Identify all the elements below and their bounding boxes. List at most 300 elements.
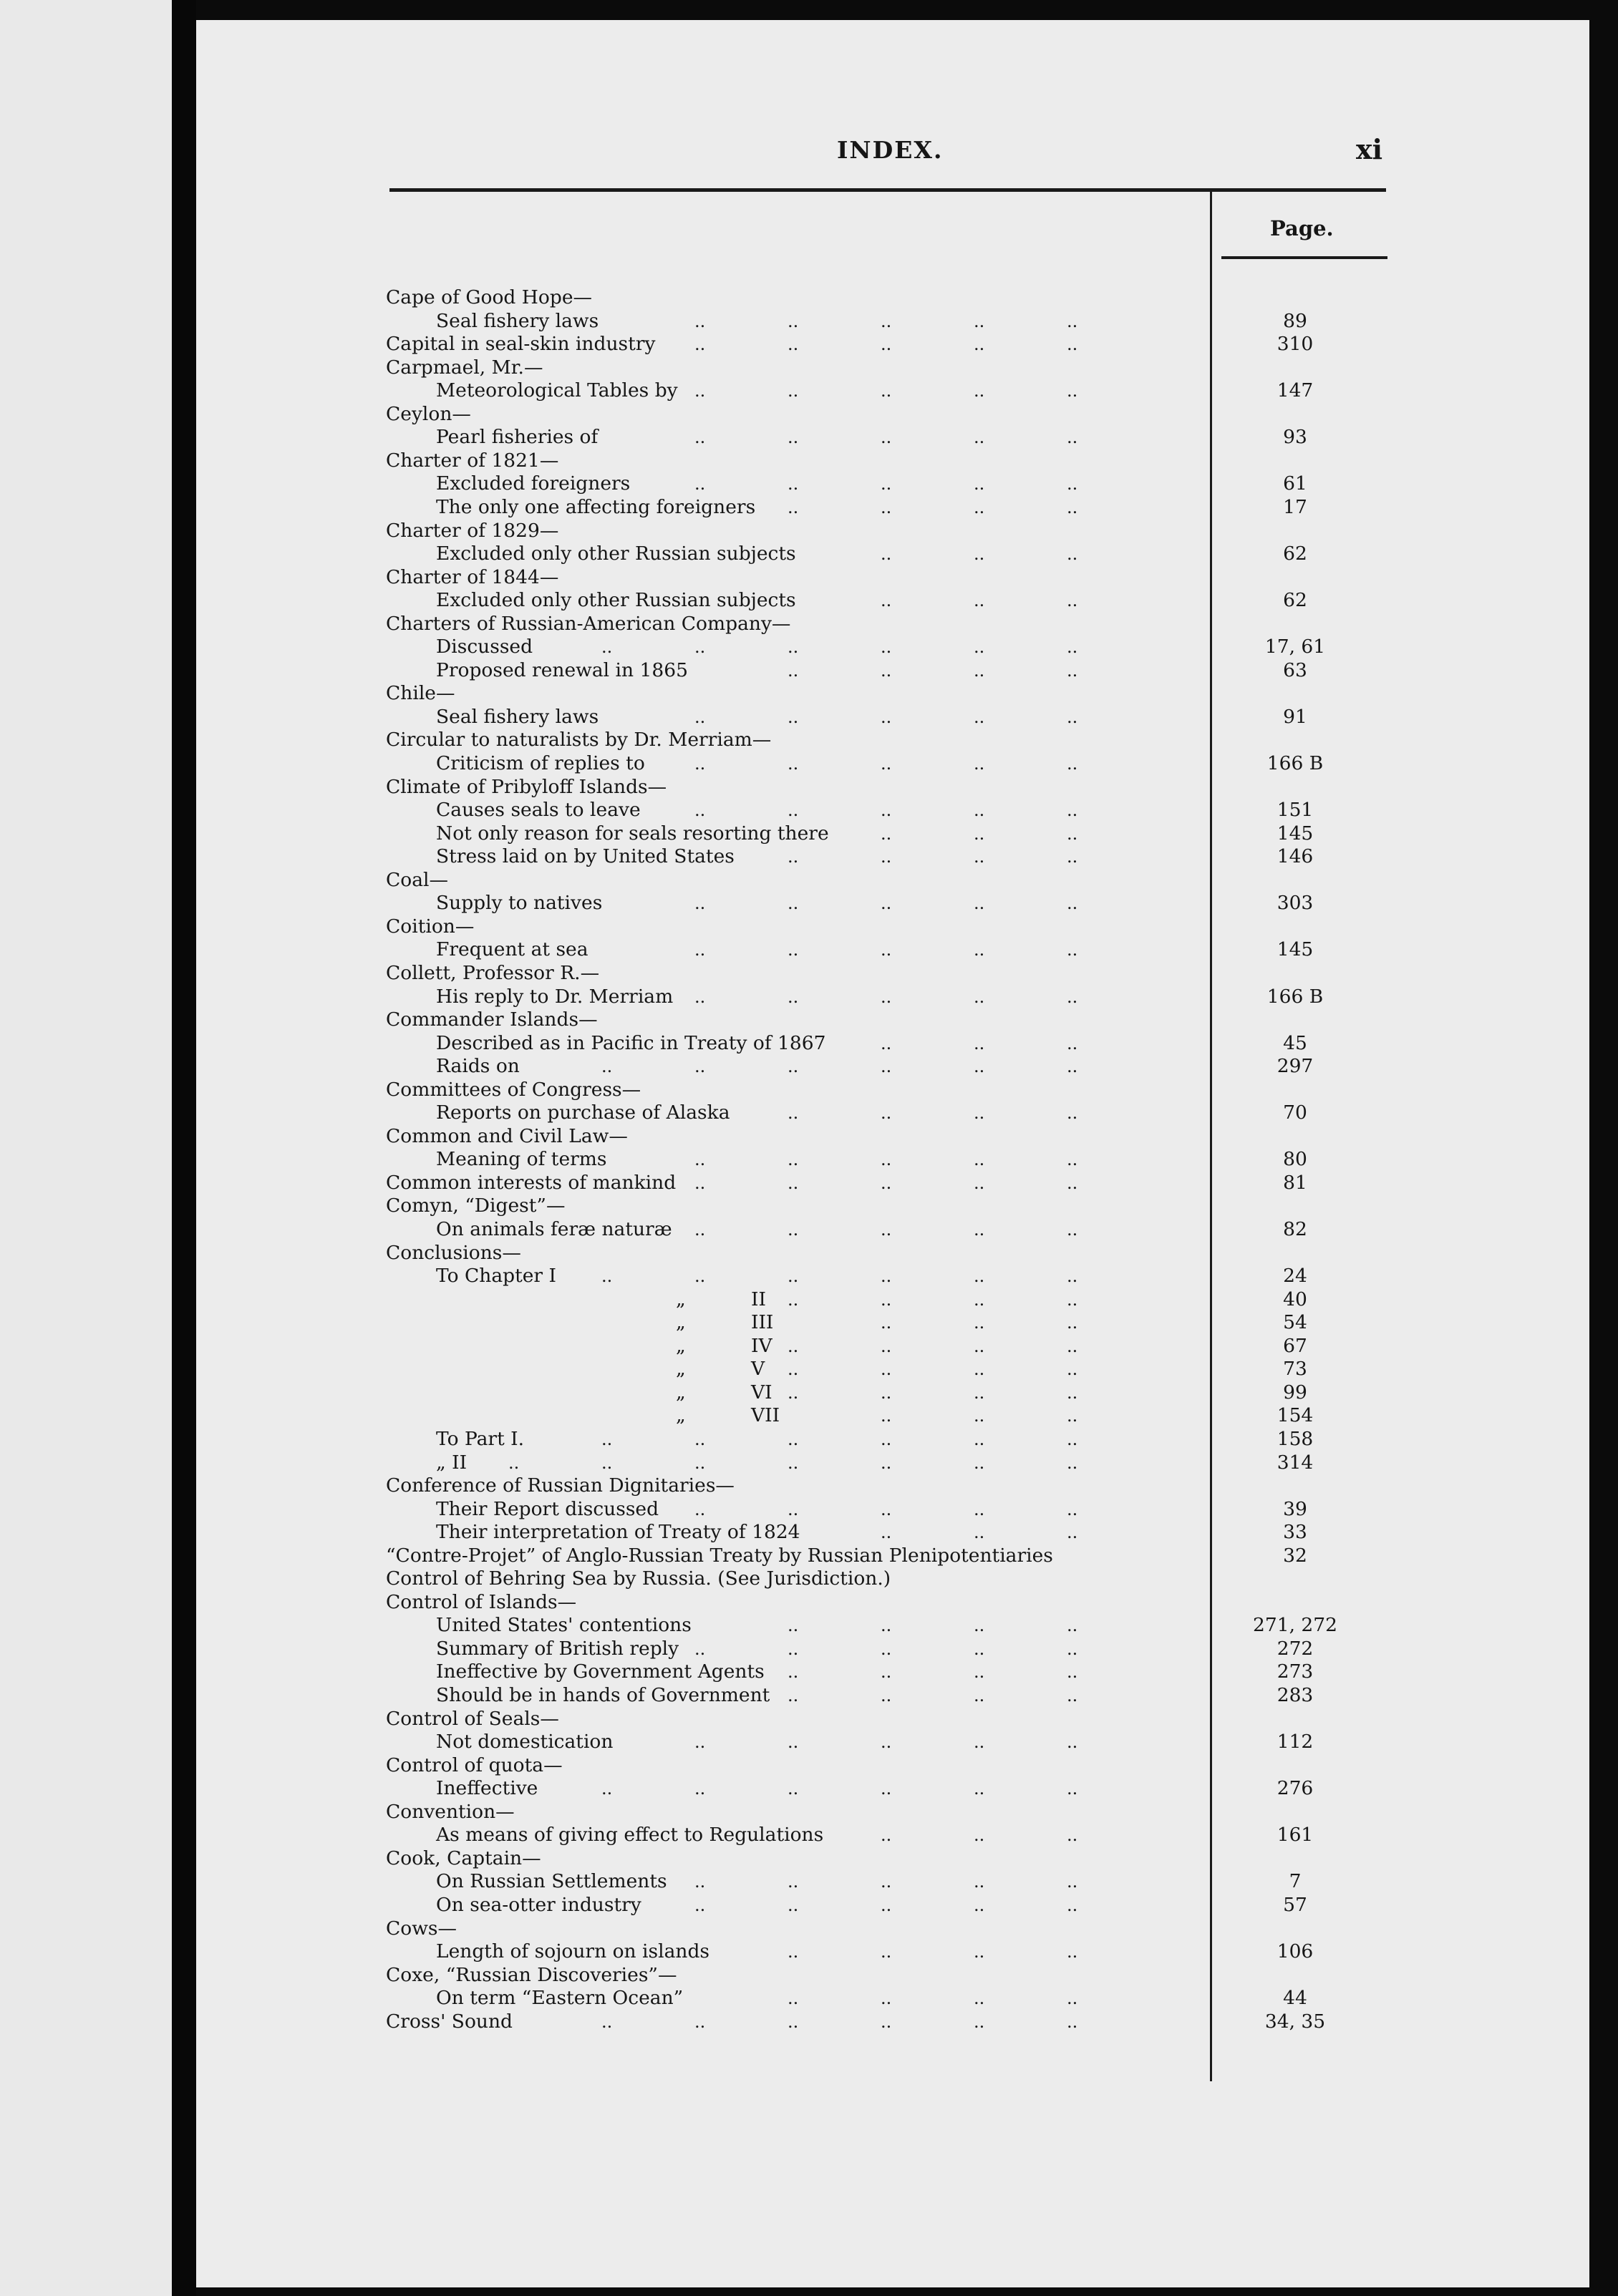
page-reference: 57 [1283,1893,1307,1916]
dot-leader: .. [1067,1033,1078,1054]
ditto-mark: „ [676,1358,686,1381]
index-subentry [196,706,1413,729]
entry-text: Conclusions— [386,1241,521,1264]
dot-leader: .. [974,754,985,774]
entry-text: Coxe, “Russian Discoveries”— [386,1963,677,1986]
page-reference: 93 [1283,426,1307,449]
dot-leader: .. [881,427,892,448]
entry-text: Their Report discussed [436,1497,659,1520]
entry-text: Coition— [386,915,475,938]
page-reference: 303 [1277,892,1314,915]
page-reference: 32 [1283,1544,1307,1567]
index-heading-entry [196,1008,1413,1031]
dot-leader: .. [974,1825,985,1846]
dot-leader: .. [1067,1103,1078,1124]
entry-text: Length of sojourn on islands [436,1940,710,1963]
dot-leader: .. [974,706,985,727]
index-heading-entry [196,566,1413,589]
entry-text: Carpmael, Mr.— [386,356,543,379]
dot-leader: .. [881,381,892,402]
dot-leader: .. [881,334,892,355]
page-reference: 54 [1283,1311,1307,1334]
page-column-heading: Page. [1270,216,1334,240]
entry-text: Their interpretation of Treaty of 1824 [436,1521,800,1544]
dot-leader: .. [1067,1779,1078,1799]
dot-leader: .. [881,1988,892,2009]
index-heading-entry [196,682,1413,705]
dot-leader: .. [881,1266,892,1287]
dot-leader: .. [788,1452,799,1473]
index-subentry [196,1358,1413,1381]
entry-text: Convention— [386,1800,515,1823]
entry-text: Comyn, “Digest”— [386,1195,566,1217]
entry-text: Control of Seals— [386,1707,559,1730]
dot-leader: .. [881,1149,892,1170]
dot-leader: .. [974,1452,985,1473]
dot-leader: .. [788,381,799,402]
dot-leader: .. [788,1988,799,2009]
dot-leader: .. [1067,474,1078,495]
page-reference: 91 [1283,705,1307,728]
dot-leader: .. [694,1499,706,1519]
page-reference: 145 [1277,938,1314,961]
entry-text: VI [751,1381,772,1404]
entry-text: His reply to Dr. Merriam [436,985,674,1008]
dot-leader: .. [1067,1056,1078,1077]
index-subentry [196,1428,1413,1451]
dot-leader: .. [694,381,706,402]
dot-leader: .. [881,1103,892,1124]
index-subentry [196,1335,1413,1358]
entry-text: Ineffective by Government Agents [436,1660,765,1683]
dot-leader: .. [881,1615,892,1636]
index-subentry [196,1731,1413,1753]
entry-text: “Contre-Projet” of Anglo-Russian Treaty by Russian Plenipotentiaries [386,1544,1053,1567]
dot-leader: .. [1067,1406,1078,1426]
dot-leader: .. [974,1615,985,1636]
index-heading-entry [196,1195,1413,1217]
dot-leader: .. [881,1779,892,1799]
index-heading-entry [196,1917,1413,1940]
page-reference: 82 [1283,1218,1307,1240]
index-subentry [196,1870,1413,1893]
entry-text: Capital in seal-skin industry [386,333,656,356]
entry-text: Control of Islands— [386,1590,577,1613]
dot-leader: .. [694,1429,706,1449]
entry-text: Seal fishery laws [436,705,599,728]
index-heading-entry [196,333,1413,356]
dot-leader: .. [601,1429,613,1449]
entry-text: Control of Behring Sea by Russia. (See Jurisdiction.) [386,1567,891,1590]
dot-leader: .. [974,1942,985,1962]
page-reference: 99 [1283,1381,1307,1404]
dot-leader: .. [788,1685,799,1706]
entry-text: Meteorological Tables by [436,379,678,402]
entry-text: Raids on [436,1055,520,1078]
dot-leader: .. [881,1406,892,1426]
entry-text: II [751,1288,766,1310]
page-number: xi [1356,133,1383,165]
entry-text: Should be in hands of Government [436,1684,770,1706]
dot-leader: .. [1067,754,1078,774]
page-reference: 81 [1283,1171,1307,1194]
dot-leader: .. [694,1056,706,1077]
page-reference: 17, 61 [1264,636,1326,658]
entry-text: Excluded foreigners [436,472,631,495]
dot-leader: .. [881,940,892,960]
index-subentry [196,1894,1413,1917]
dot-leader: .. [694,986,706,1007]
page-reference: 73 [1283,1358,1307,1381]
dot-leader: .. [508,1452,520,1473]
dot-leader: .. [881,1336,892,1356]
index-subentry [196,752,1413,775]
index-subentry [196,543,1413,565]
dot-leader: .. [1067,334,1078,355]
dot-leader: .. [974,474,985,495]
dot-leader: .. [881,1638,892,1659]
dot-leader: .. [881,544,892,565]
dot-leader: .. [1067,1429,1078,1449]
dot-leader: .. [974,1499,985,1519]
page-reference: 151 [1277,799,1314,822]
entry-text: Cape of Good Hope— [386,286,593,308]
dot-leader: .. [788,1103,799,1124]
dot-leader: .. [694,1452,706,1473]
entry-text: III [751,1311,774,1334]
entry-text: Discussed [436,636,533,658]
page-reference: 146 [1277,845,1314,868]
entry-text: As means of giving effect to Regulations [436,1824,824,1847]
index-subentry [196,892,1413,915]
ditto-mark: „ [676,1311,686,1334]
entry-text: Circular to naturalists by Dr. Merriam— [386,729,772,751]
entry-text: Excluded only other Russian subjects [436,543,796,565]
entry-text: Summary of British reply [436,1637,679,1660]
index-subentry [196,845,1413,868]
entry-text: Criticism of replies to [436,752,645,774]
dot-leader: .. [881,1499,892,1519]
dot-leader: .. [881,1685,892,1706]
dot-leader: .. [974,1662,985,1683]
dot-leader: .. [1067,1266,1078,1287]
dot-leader: .. [974,1220,985,1240]
index-subentry [196,310,1413,333]
dot-leader: .. [788,1942,799,1962]
entry-text: Common and Civil Law— [386,1124,628,1147]
dot-leader: .. [881,1359,892,1380]
dot-leader: .. [788,1289,799,1310]
dot-leader: .. [694,311,706,331]
dot-leader: .. [1067,637,1078,658]
dot-leader: .. [788,660,799,681]
index-heading-entry [196,1474,1413,1497]
index-subentry [196,1032,1413,1055]
dot-leader: .. [881,1289,892,1310]
dot-leader: .. [694,1172,706,1193]
dot-leader: .. [694,474,706,495]
entry-text: „ II [436,1451,468,1474]
dot-leader: .. [974,1033,985,1054]
entry-text: To Chapter I [436,1265,556,1288]
page-reference: 63 [1283,658,1307,681]
entry-text: Pearl fisheries of [436,426,599,449]
dot-leader: .. [1067,1359,1078,1380]
page-reference: 7 [1289,1870,1302,1893]
dot-leader: .. [788,754,799,774]
dot-leader: .. [694,1220,706,1240]
page-reference: 33 [1283,1521,1307,1544]
index-heading-entry [196,869,1413,892]
dot-leader: .. [1067,427,1078,448]
dot-leader: .. [694,1872,706,1892]
dot-leader: .. [601,1452,613,1473]
index-subentry [196,472,1413,495]
dot-leader: .. [1067,544,1078,565]
index-subentry [196,1824,1413,1847]
index-subentry [196,799,1413,822]
entry-text: Not domestication [436,1731,614,1753]
dot-leader: .. [1067,1499,1078,1519]
entry-text: Commander Islands— [386,1008,598,1031]
dot-leader: .. [788,474,799,495]
dot-leader: .. [881,660,892,681]
dot-leader: .. [788,1638,799,1659]
index-subentry [196,1940,1413,1963]
entry-text: Seal fishery laws [436,309,599,332]
dot-leader: .. [881,754,892,774]
dot-leader: .. [788,1662,799,1683]
page-reference: 283 [1277,1684,1314,1706]
dot-leader: .. [694,1266,706,1287]
dot-leader: .. [1067,823,1078,844]
dot-leader: .. [788,2011,799,2032]
dot-leader: .. [788,1615,799,1636]
index-subentry [196,938,1413,961]
dot-leader: .. [974,823,985,844]
dot-leader: .. [974,660,985,681]
entry-text: Not only reason for seals resorting there [436,822,829,845]
entry-text: Cook, Captain— [386,1847,541,1869]
dot-leader: .. [881,986,892,1007]
entry-text: Climate of Pribyloff Islands— [386,775,667,798]
ditto-mark: „ [676,1404,686,1427]
dot-leader: .. [881,497,892,517]
dot-leader: .. [1067,986,1078,1007]
dot-leader: .. [1067,1894,1078,1915]
dot-leader: .. [974,893,985,914]
header-rule [389,188,1386,192]
dot-leader: .. [694,800,706,821]
dot-leader: .. [1067,1825,1078,1846]
dot-leader: .. [1067,1942,1078,1962]
page-reference: 39 [1283,1497,1307,1520]
dot-leader: .. [974,1056,985,1077]
page-reference: 158 [1277,1427,1314,1450]
entry-text: Coal— [386,868,449,891]
entry-text: VII [751,1404,780,1427]
index-subentry [196,496,1413,519]
dot-leader: .. [1067,1732,1078,1753]
page-reference: 145 [1277,822,1314,845]
dot-leader: .. [881,893,892,914]
dot-leader: .. [694,1894,706,1915]
entry-text: Chile— [386,682,455,705]
dot-leader: .. [881,1313,892,1333]
index-subentry [196,1451,1413,1474]
page-reference: 89 [1283,309,1307,332]
dot-leader: .. [1067,1149,1078,1170]
page-reference: 161 [1277,1824,1314,1847]
index-subentry [196,986,1413,1008]
dot-leader: .. [881,1220,892,1240]
index-heading-entry [196,1708,1413,1731]
dot-leader: .. [974,1779,985,1799]
entry-text: Conference of Russian Dignitaries— [386,1474,735,1497]
entry-text: Frequent at sea [436,938,588,961]
index-heading-entry [196,962,1413,985]
index-subentry [196,636,1413,658]
dot-leader: .. [788,1429,799,1449]
entry-text: Excluded only other Russian subjects [436,589,796,612]
page-reference: 62 [1283,589,1307,612]
dot-leader: .. [974,940,985,960]
index-heading-entry [196,449,1413,472]
dot-leader: .. [601,1266,613,1287]
dot-leader: .. [881,2011,892,2032]
entry-text: To Part I. [436,1427,525,1450]
dot-leader: .. [1067,800,1078,821]
page-reference: 314 [1277,1451,1314,1474]
dot-leader: .. [788,1266,799,1287]
dot-leader: .. [974,1289,985,1310]
page-reference: 112 [1277,1731,1314,1753]
dot-leader: .. [694,754,706,774]
page-reference: 271, 272 [1252,1614,1337,1637]
dot-leader: .. [974,1638,985,1659]
dot-leader: .. [974,2011,985,2032]
page-reference: 61 [1283,472,1307,495]
index-subentry [196,1614,1413,1637]
dot-leader: .. [694,334,706,355]
dot-leader: .. [881,1033,892,1054]
page-reference: 154 [1277,1404,1314,1427]
index-heading-entry [196,1567,1413,1590]
index-subentry [196,1055,1413,1078]
dot-leader: .. [1067,847,1078,867]
entry-text: Charter of 1829— [386,519,559,542]
page-reference: 106 [1277,1940,1314,1963]
dot-leader: .. [788,986,799,1007]
index-heading-entry [196,613,1413,636]
dot-leader: .. [974,311,985,331]
dot-leader: .. [881,637,892,658]
index-heading-entry [196,729,1413,751]
dot-leader: .. [788,1359,799,1380]
dot-leader: .. [974,847,985,867]
dot-leader: .. [881,1942,892,1962]
dot-leader: .. [1067,2011,1078,2032]
dot-leader: .. [1067,1313,1078,1333]
ditto-mark: „ [676,1288,686,1310]
dot-leader: .. [881,800,892,821]
dot-leader: .. [974,590,985,611]
dot-leader: .. [694,1779,706,1799]
page-column-rule [1221,256,1387,259]
dot-leader: .. [788,1220,799,1240]
dot-leader: .. [788,1149,799,1170]
facing-page-edge [0,0,172,2296]
entry-text: Charter of 1821— [386,449,559,472]
dot-leader: .. [881,1452,892,1473]
index-subentry [196,1148,1413,1171]
dot-leader: .. [788,1732,799,1753]
dot-leader: .. [1067,1522,1078,1543]
dot-leader: .. [694,893,706,914]
dot-leader: .. [881,1429,892,1449]
dot-leader: .. [694,1638,706,1659]
dot-leader: .. [694,637,706,658]
dot-leader: .. [694,940,706,960]
dot-leader: .. [694,1149,706,1170]
dot-leader: .. [788,847,799,867]
entry-text: Cows— [386,1917,457,1940]
dot-leader: .. [788,637,799,658]
dot-leader: .. [1067,1382,1078,1403]
dot-leader: .. [788,1336,799,1356]
dot-leader: .. [788,1382,799,1403]
dot-leader: .. [1067,1452,1078,1473]
dot-leader: .. [1067,660,1078,681]
index-heading-entry [196,1172,1413,1195]
entry-text: Supply to natives [436,892,603,915]
dot-leader: .. [881,706,892,727]
index-heading-entry [196,1545,1413,1567]
index-subentry [196,1288,1413,1311]
dot-leader: .. [974,1103,985,1124]
dot-leader: .. [1067,706,1078,727]
dot-leader: .. [974,544,985,565]
page-title: INDEX. [837,136,944,164]
dot-leader: .. [974,1149,985,1170]
dot-leader: .. [881,1172,892,1193]
page-reference: 62 [1283,543,1307,565]
index-heading-entry [196,1125,1413,1148]
page-reference: 80 [1283,1148,1307,1171]
dot-leader: .. [974,637,985,658]
entry-text: The only one affecting foreigners [436,495,756,518]
page-reference: 45 [1283,1031,1307,1054]
dot-leader: .. [881,1056,892,1077]
entry-text: IV [751,1334,772,1357]
dot-leader: .. [881,590,892,611]
index-subentry [196,1218,1413,1241]
dot-leader: .. [974,986,985,1007]
entry-text: V [751,1358,765,1381]
dot-leader: .. [788,1872,799,1892]
dot-leader: .. [881,1662,892,1683]
dot-leader: .. [974,1406,985,1426]
index-subentry [196,1987,1413,2010]
dot-leader: .. [694,427,706,448]
dot-leader: .. [1067,1220,1078,1240]
index-heading-entry [196,520,1413,543]
index-subentry [196,426,1413,449]
dot-leader: .. [788,893,799,914]
dot-leader: .. [974,1382,985,1403]
page-reference: 24 [1283,1265,1307,1288]
page-reference: 44 [1283,1987,1307,2010]
